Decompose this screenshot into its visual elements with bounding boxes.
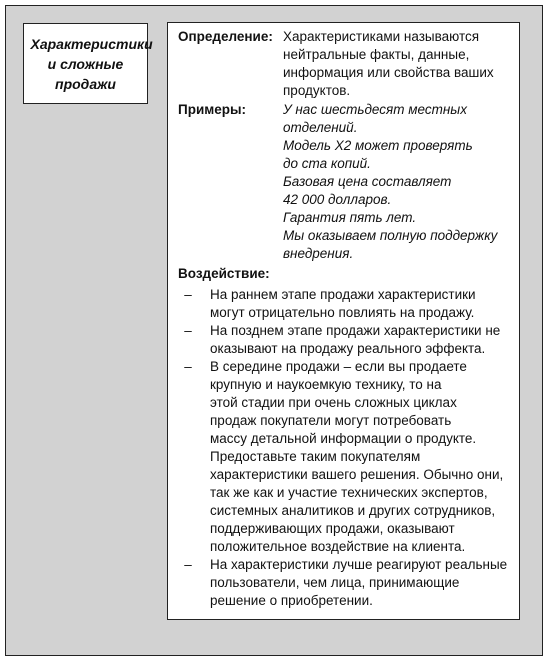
- impact-label: Воздействие:: [178, 266, 270, 281]
- content-box: [167, 22, 520, 620]
- list-item-line: поддерживающих продажи, оказывают: [210, 521, 455, 536]
- examples-line: 42 000 долларов.: [283, 192, 392, 207]
- definition-line: продуктов.: [283, 83, 351, 98]
- list-item-line: пользователи, чем лица, принимающие: [210, 575, 460, 590]
- list-item-line: положительное воздействие на клиента.: [210, 539, 466, 554]
- list-item-line: характеристики вашего решения. Обычно они,: [210, 467, 504, 482]
- list-item-line: Предоставьте таким покупателям: [210, 449, 421, 464]
- sidebar-title-line: продажи: [55, 75, 116, 92]
- list-item-line: На характеристики лучше реагируют реальные: [210, 557, 508, 572]
- dash-bullet: –: [184, 359, 192, 374]
- dash-bullet: –: [184, 557, 192, 572]
- definition-line: Характеристиками называются: [283, 29, 480, 44]
- list-item-line: оказывают на продажу реального эффекта.: [210, 341, 486, 356]
- examples-line: отделений.: [283, 120, 358, 135]
- list-item-line: крупную и наукоемкую технику, то на: [210, 377, 442, 392]
- examples-line: до ста копий.: [283, 156, 371, 171]
- definition-line: нейтральные факты, данные,: [283, 47, 470, 62]
- list-item: [178, 322, 516, 358]
- examples-line: Базовая цена составляет: [283, 174, 452, 189]
- definition-text: [283, 28, 515, 100]
- examples-line: Мы оказываем полную поддержку: [283, 228, 498, 243]
- examples-text: [283, 101, 515, 263]
- examples-line: Гарантия пять лет.: [283, 210, 417, 225]
- list-item-line: продаж покупатели могут потребовать: [210, 413, 452, 428]
- list-item-line: На позднем этапе продажи характеристики не: [210, 323, 501, 338]
- definition-label: Определение:: [178, 29, 273, 44]
- list-item: [178, 286, 516, 322]
- examples-line: У нас шестьдесят местных: [283, 102, 467, 117]
- sidebar-title-line: Характеристики: [30, 35, 153, 52]
- list-item-line: системных аналитиков и других сотрудников,: [210, 503, 496, 518]
- definition-line: информация или свойства ваших: [283, 65, 494, 80]
- list-item-line: массу детальной информации о продукте.: [210, 431, 477, 446]
- list-item: [178, 556, 516, 610]
- list-item-line: решение о приобретении.: [210, 593, 373, 608]
- list-item-line: так же как и участие технических экспертов,: [210, 485, 488, 500]
- examples-label: Примеры:: [178, 102, 247, 117]
- list-item-line: В середине продажи – если вы продаете: [210, 359, 467, 374]
- examples-line: внедрения.: [283, 246, 354, 261]
- dash-bullet: –: [184, 323, 192, 338]
- impact-list: [178, 286, 516, 610]
- list-item-line: этой стадии при очень сложных циклах: [210, 395, 457, 410]
- sidebar-title-line: и сложные: [47, 55, 124, 72]
- dash-bullet: –: [184, 287, 192, 302]
- sidebar-title: [30, 34, 153, 94]
- list-item: [178, 358, 516, 556]
- examples-line: Модель Х2 может проверять: [283, 138, 473, 153]
- sidebar-title-box: [23, 23, 153, 104]
- list-item-line: На раннем этапе продажи характеристики: [210, 287, 476, 302]
- list-item-line: могут отрицательно повлиять на продажу.: [210, 305, 475, 320]
